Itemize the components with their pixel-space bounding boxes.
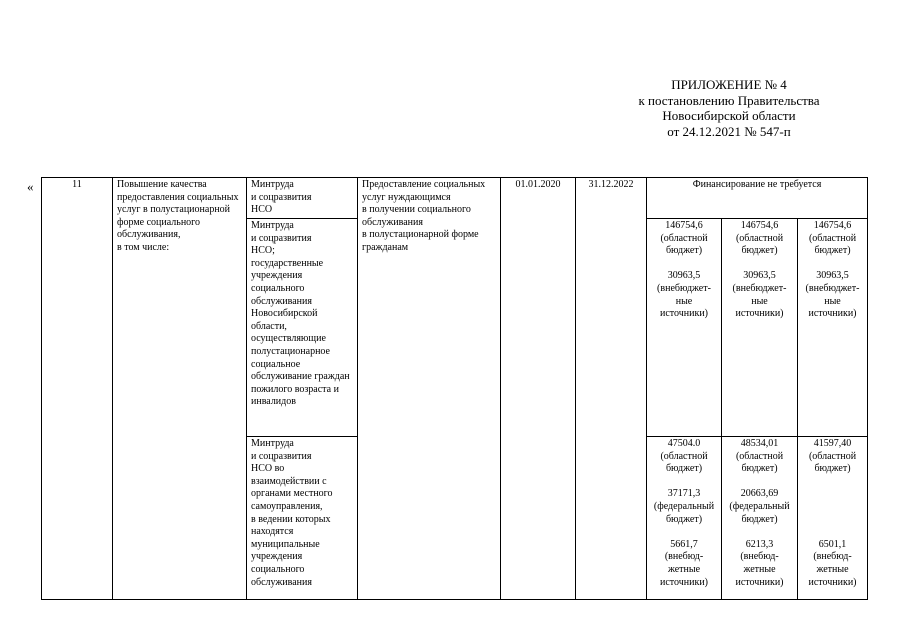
resolution-date: от 24.12.2021 № 547-п	[667, 123, 791, 139]
expected-result: Предоставление социальных услуг нуждающимся в получении социального обслуживания в полустационарной форме гражданам	[358, 178, 501, 600]
row-number: 11	[42, 178, 113, 600]
appendix-title: ПРИЛОЖЕНИЕ № 4	[671, 77, 787, 92]
end-date: 31.12.2022	[576, 178, 647, 600]
financing-2022: 146754,6 (областной бюджет) 30963,5 (внебюджет- ные источники)	[798, 219, 868, 437]
document-header	[599, 77, 859, 139]
opening-quote: «	[27, 179, 34, 194]
executor-cell: Минтруда и соцразвития НСО во взаимодействии с органами местного самоуправления, в ведении которых находятся муниципальные учреждения социального обслуживания	[247, 437, 358, 600]
region-name: Новосибирской области	[662, 108, 796, 123]
financing-2020: 146754,6 (областной бюджет) 30963,5 (внебюджет- ные источники)	[647, 219, 722, 437]
program-table	[41, 177, 868, 600]
financing-2021: 48534,01 (областной бюджет) 20663,69 (федеральный бюджет) 6213,3 (внебюд- жетные источники)	[722, 437, 798, 600]
start-date: 01.01.2020	[501, 178, 576, 600]
activity-name: Повышение качества предоставления социальных услуг в полустационарной форме социального обслуживания, в том числе:	[113, 178, 247, 600]
financing-2020: 47504.0 (областной бюджет) 37171,3 (федеральный бюджет) 5661,7 (внебюд- жетные источники)	[647, 437, 722, 600]
executor-cell: Минтруда и соцразвития НСО; государственные учреждения социального обслуживания Новосибирской области, осуществляющие полустационарное социальное обслуживание граждан пожилого возраста и инвалидов	[247, 219, 358, 437]
financing-2021: 146754,6 (областной бюджет) 30963,5 (внебюджет- ные источники)	[722, 219, 798, 437]
financing-2022: 41597,40 (областной бюджет) 6501,1 (внебюд- жетные источники)	[798, 437, 868, 600]
executor-cell: Минтруда и соцразвития НСО	[247, 178, 358, 219]
table-row	[42, 178, 868, 219]
financing-note: Финансирование не требуется	[647, 178, 868, 219]
resolution-ref: к постановлению Правительства	[638, 92, 820, 108]
